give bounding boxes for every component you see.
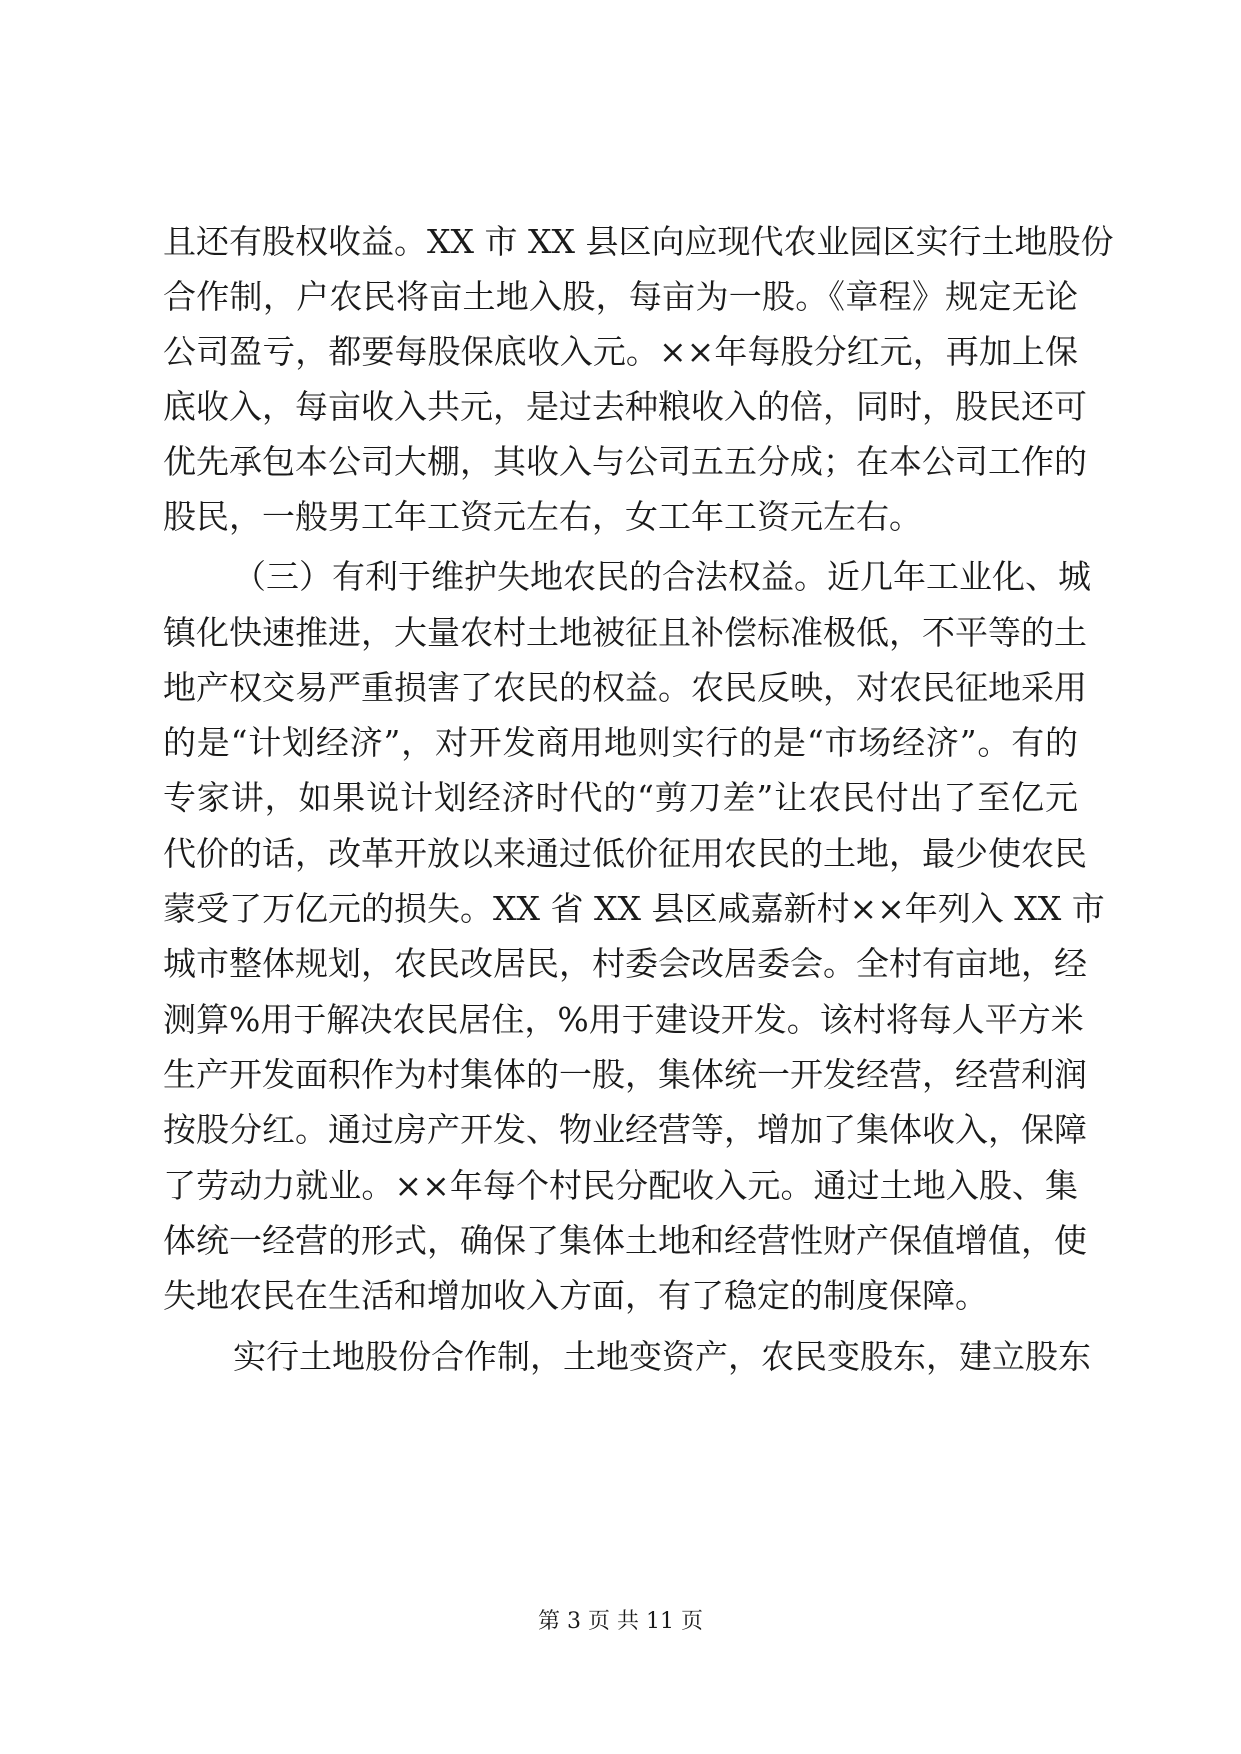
body-text-line: 专家讲，如果说计划经济时代的“剪刀差”让农民付出了至亿元 <box>163 778 1078 817</box>
body-text-line: 地产权交易严重损害了农民的权益。农民反映，对农民征地采用 <box>163 668 1087 707</box>
body-text-line: 生产开发面积作为村集体的一股，集体统一开发经营，经营利润 <box>163 1055 1087 1094</box>
body-text-line: 了劳动力就业。××年每个村民分配收入元。通过土地入股、集 <box>163 1166 1078 1205</box>
body-text-line: 城市整体规划，农民改居民，村委会改居委会。全村有亩地，经 <box>163 944 1087 983</box>
body-text-line: 合作制，户农民将亩土地入股，每亩为一股。《章程》规定无论 <box>163 277 1078 316</box>
paragraph-start-line: 实行土地股份合作制，土地变资产，农民变股东，建立股东 <box>233 1337 1091 1376</box>
body-text-line: 的是“计划经济”，对开发商用地则实行的是“市场经济”。有的 <box>163 723 1078 762</box>
body-text-line: 按股分红。通过房产开发、物业经营等，增加了集体收入，保障 <box>163 1110 1087 1149</box>
body-text-line: 镇化快速推进，大量农村土地被征且补偿标准极低，不平等的土 <box>163 613 1087 652</box>
body-text-line: 股民，一般男工年工资元左右，女工年工资元左右。 <box>163 497 922 536</box>
paragraph-heading-line: （三）有利于维护失地农民的合法权益。近几年工业化、城 <box>233 557 1091 596</box>
body-text-line: 测算%用于解决农民居住，%用于建设开发。该村将每人平方米 <box>163 1000 1084 1039</box>
body-text-line: 体统一经营的形式，确保了集体土地和经营性财产保值增值，使 <box>163 1221 1087 1260</box>
body-text-line: 底收入，每亩收入共元，是过去种粮收入的倍，同时，股民还可 <box>163 387 1087 426</box>
body-text-line: 且还有股权收益。XX 市 XX 县区向应现代农业园区实行土地股份 <box>163 222 1114 261</box>
body-text-line: 蒙受了万亿元的损失。XX 省 XX 县区咸嘉新村××年列入 XX 市 <box>163 889 1105 928</box>
body-text-line: 公司盈亏，都要每股保底收入元。××年每股分红元，再加上保 <box>163 332 1078 371</box>
body-text-line: 优先承包本公司大棚，其收入与公司五五分成；在本公司工作的 <box>163 442 1087 481</box>
page-footer: 第 3 页 共 11 页 <box>538 1609 703 1634</box>
body-text-line: 代价的话，改革开放以来通过低价征用农民的土地，最少使农民 <box>163 834 1087 873</box>
body-text-line: 失地农民在生活和增加收入方面，有了稳定的制度保障。 <box>163 1276 988 1315</box>
